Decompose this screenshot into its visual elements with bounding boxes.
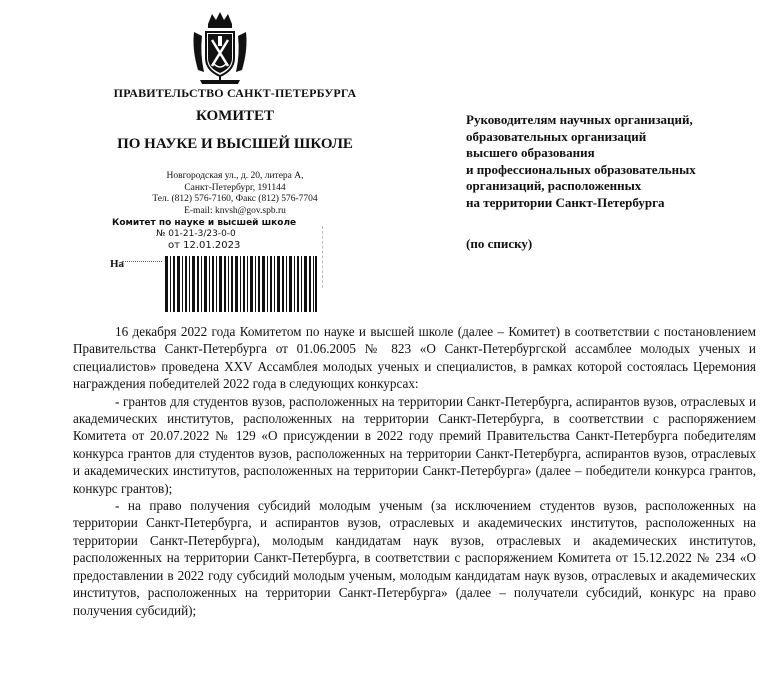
stamp-number: № 01-21-3/23-0-0 [156,229,236,239]
address-line: Новгородская ул., д. 20, литера А, [166,171,304,181]
recipient-by-list: (по списку) [466,236,533,251]
recipient-line: и профессиональных образовательных [466,161,696,177]
recipient-block [466,112,766,212]
recipient-line: высшего образования [466,145,595,161]
address-line: Санкт-Петербург, 191144 [184,182,286,193]
committee-address [140,171,330,217]
address-line: Тел. (812) 576-7160, Факс (812) 576-7704 [152,194,318,205]
stamp-edge-line [322,226,323,288]
reply-to-line [122,261,162,262]
coat-of-arms-icon [190,10,250,86]
stamp-date: от 12.01.2023 [168,240,241,251]
recipient-line: организаций, расположенных [466,178,642,194]
committee-title-line1: КОМИТЕТ [195,108,274,124]
letter-body [73,323,756,619]
reply-to-label: На [110,258,125,270]
government-title: ПРАВИТЕЛЬСТВО САНКТ-ПЕТЕРБУРГА [113,86,357,100]
recipient-line: образовательных организаций [466,128,647,144]
barcode [165,256,317,312]
recipient-line: Руководителям научных организаций, [466,112,693,127]
recipient-line: на территории Санкт-Петербурга [466,194,665,210]
body-bullet: - грантов для студентов вузов, расположенных на территории Санкт-Петербурга, аспирантов вузов, отраслевых и академических институтов, расположенных на территории Санкт-Петербурга, в соответствии с распоряжением Комитета от 20.07.2022 № 129 «О присуждении в 2022 году премий Правительства Санкт-Петербурга победителям конкурса грантов для студентов вузов, расположенных на территории Санкт-Петербурга, аспирантов вузов, отраслевых и академических институтов, расположенных на территории Санкт-Петербурга» (далее – победители конкурса грантов, конкурс грантов); [73,393,756,496]
committee-title-line2: ПО НАУКЕ И ВЫСШЕЙ ШКОЛЕ [117,136,353,152]
address-line: E-mail: knvsh@gov.spb.ru [184,205,286,216]
stamp-org: Комитет по науке и высшей школе [112,218,297,228]
registration-stamp [112,218,324,251]
body-bullet: - на право получения субсидий молодым ученым (за исключением студентов вузов, расположенных на территории Санкт-Петербурга, и аспирантов вузов, отраслевых и академических институтов, расположенных на территории Санкт-Петербурга), молодым кандидатам наук вузов, отраслевых и академических институтов, расположенных на территории Санкт-Петербурга, в соответствии с распоряжением Комитета от 15.12.2022 № 234 «О предоставлении в 2022 году субсидий молодым ученым, молодым кандидатам наук вузов, отраслевых и академических институтов, расположенных на территории Санкт-Петербурга» (далее – получатели субсидий, конкурс на право получения субсидий); [73,498,756,618]
body-paragraph: 16 декабря 2022 года Комитетом по науке и высшей школе (далее – Комитет) в соответствии с постановлением Правительства Санкт-Петербурга от 01.06.2005 № 823 «О Санкт-Петербургской ассамблее молодых ученых и специалистов» проведена XXV Ассамблея молодых ученых и специалистов, в рамках которой состоялась Церемония награждения победителей 2022 года в следующих конкурсах: [73,324,756,392]
